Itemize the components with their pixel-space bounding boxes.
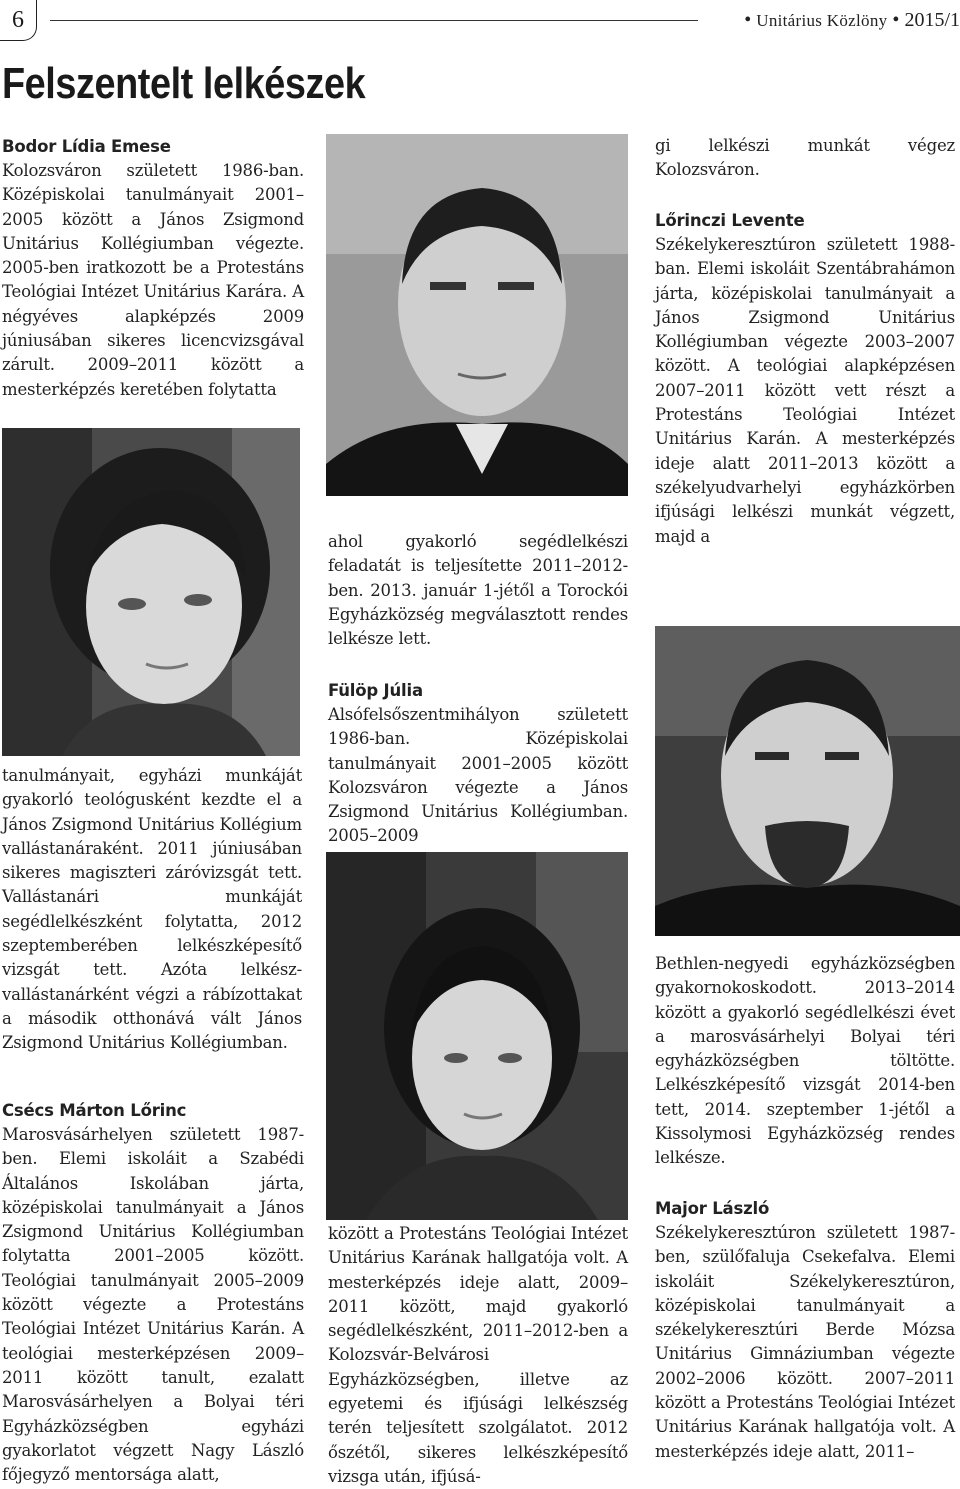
person-name-bodor: Bodor Lídia Emese	[2, 137, 171, 156]
portrait-photo-fulop	[326, 852, 628, 1220]
masthead	[712, 6, 960, 34]
bio-text-csecs: Marosvásárhelyen született 1987-ben. Elemi iskoláit a Szabédi Általános Iskolában járta, középiskolai tanulmányait a János Zsigmond Unitárius Kollégiumban folytatta 2001–2005 között. Teológiai tanulmányait 2005–2009 között végezte a Protestáns Teológiai Intézet Unitárius Karán. A teológiai mesterképzésen 2009–2011 között tanult, ezalatt Marosvásárhelyen a Bolyai téri Egyházközségben egyházi gyakorlatot végzett Nagy László főjegyző mentorsága alatt,	[2, 1125, 304, 1485]
bio-csecs	[2, 1098, 304, 1487]
bio-text-fulop: Alsófelsőszentmihályon született 1986-ban. Középiskolai tanulmányait 2001–2005 között Kolozsváron végezte a János Zsigmond Unitárius Kollégiumban. 2005–2009	[328, 705, 628, 846]
publication-name: Unitárius Közlöny	[756, 11, 888, 30]
page-title: Felszentelt lelkészek	[2, 59, 366, 108]
bio-text-major: Székelykeresztúron született 1987-ben, szülőfaluja Csekefalva. Elemi iskoláit Székelykeresztúron, középiskolai tanulmányait a székelykeresztúri Berde Mózsa Unitárius Gimnáziumban végezte 2002–2006 között. 2007–2011 között a Protestáns Teológiai Intézet Unitárius Karának hallgatója volt. A mesterképzés ideje alatt, 2011–	[655, 1223, 955, 1461]
person-name-lorinczi: Lőrinczi Levente	[655, 211, 805, 230]
bio-bodor	[2, 134, 304, 402]
bio-text-fulop-continued: között a Protestáns Teológiai Intézet Unitárius Karának hallgatója volt. A mesterképzés ideje alatt, 2009–2011 között, majd gyakorló segédlelkészként, 2011–2012-ben a Kolozsvár-Belvárosi Egyházközségben, illetve az egyetemi és ifjúsági lelkészség terén teljesített szolgálatot. 2012 őszétől, sikeres lelkészképesítő vizsga után, ifjúsá-	[328, 1224, 628, 1486]
bio-fulop-end	[655, 134, 955, 183]
bio-text-fulop-end: gi lelkészi munkát végez Kolozsváron.	[655, 136, 955, 180]
masthead-bullet-left: •	[744, 9, 752, 31]
bio-major	[655, 1196, 955, 1464]
page-number: 6	[0, 0, 37, 41]
person-name-major: Major László	[655, 1199, 770, 1218]
bio-fulop	[328, 678, 628, 849]
portrait-photo-bodor	[2, 428, 300, 756]
portrait-photo-lorinczi	[655, 626, 960, 936]
bio-csecs-continued	[328, 530, 628, 651]
person-name-csecs: Csécs Márton Lőrinc	[2, 1101, 187, 1120]
bio-lorinczi	[655, 208, 955, 549]
issue-number: 2015/1	[904, 9, 960, 31]
bio-lorinczi-continued	[655, 952, 955, 1171]
bio-text-lorinczi: Székelykeresztúron született 1988-ban. Elemi iskoláit Szentábrahámon járta, középiskolai tanulmányait a János Zsigmond Unitárius Kollégiumban végezte 2003–2007 között. A teológiai alapképzésen 2007–2011 között vett részt a Protestáns Teológiai Intézet Unitárius Karán. A mesterképzés ideje alatt 2011–2013 között a székelyudvarhelyi egyházkörben ifjúsági lelkészi munkát végzett, majd a	[655, 235, 955, 546]
portrait-photo-csecs	[326, 134, 628, 496]
masthead-bullet-right: •	[892, 9, 900, 31]
bio-text-bodor: Kolozsváron született 1986-ban. Középiskolai tanulmányait 2001–2005 között a János Zsigmond Unitárius Kollégiumban végezte. 2005-ben iratkozott be a Protestáns Teológiai Intézet Unitárius Karára. A négyéves alapképzés 2009 júniusában sikeres licencvizsgával zárult. 2009–2011 között a mesterképzés keretében folytatta	[2, 161, 304, 399]
person-name-fulop: Fülöp Júlia	[328, 681, 423, 700]
bio-text-bodor-continued: tanulmányait, egyházi munkáját gyakorló teológusként kezdte el a János Zsigmond Unitárius Kollégium vallástanáraként. 2011 júniusában sikeres magiszteri záróvizsgát tett. Vallástanári munkáját segédlelkészként folytatta, 2012 szeptemberében lelkészképesítő vizsgát tett. Azóta lelkész-vallástanárként végzi a rábízottakat a második otthonává vált János Zsigmond Unitárius Kollégiumban.	[2, 766, 302, 1053]
bio-text-lorinczi-continued: Bethlen-negyedi egyházközségben gyakornokoskodott. 2013–2014 között a gyakorló segédlelkészi évet a marosvásárhelyi Bolyai téri egyházközségben töltötte. Lelkészképesítő vizsgát 2014-ben tett, 2014. szeptember 1-jétől a Kissolymosi Egyházközség rendes lelkésze.	[655, 954, 955, 1168]
bio-text-csecs-continued: ahol gyakorló segédlelkészi feladatát is teljesítette 2011–2012-ben. 2013. január 1-jétől a Torockói Egyházközség megválasztott rendes lelkésze lett.	[328, 532, 628, 649]
header-rule	[50, 20, 698, 21]
bio-fulop-continued	[328, 1222, 628, 1489]
bio-bodor-continued	[2, 764, 302, 1056]
